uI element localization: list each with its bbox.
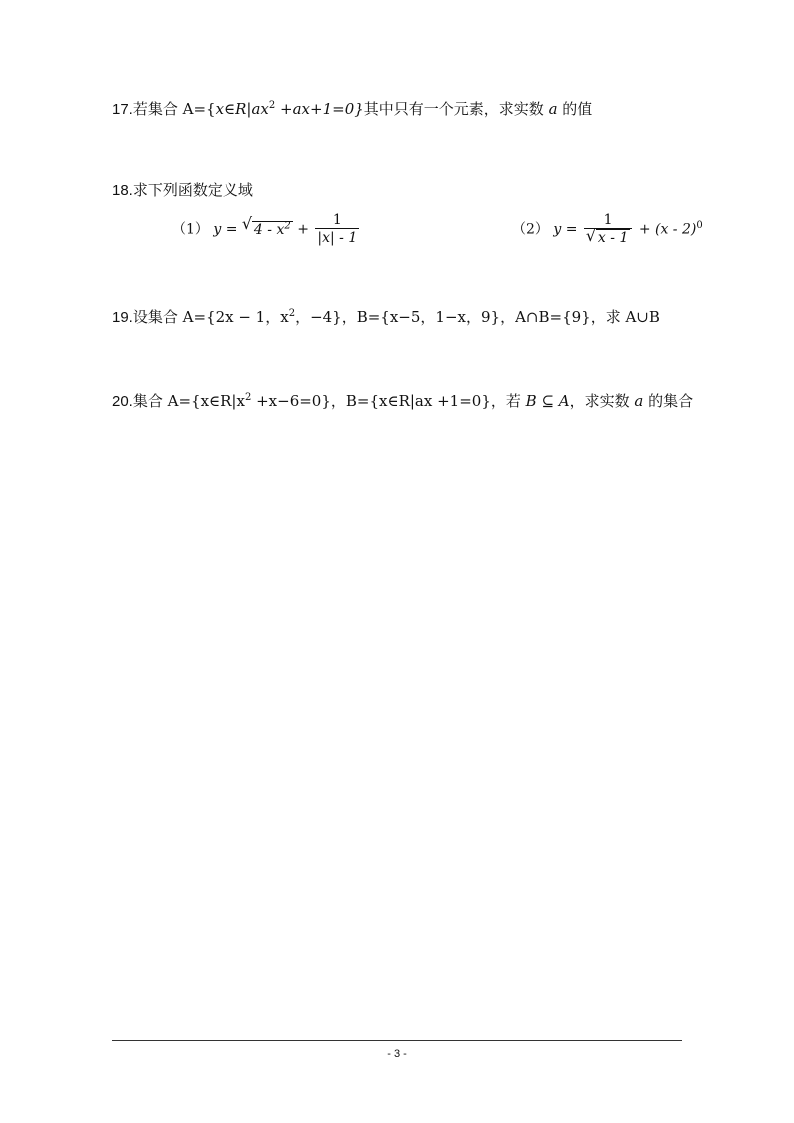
question-text: 设集合 A={2x − 1，x: [132, 308, 289, 326]
question-text: 其中只有一个元素，求实数: [363, 100, 549, 118]
question-19: [112, 304, 660, 328]
math-expression: (x - 2): [655, 221, 697, 238]
square-root: √ $4 - x^2$: [241, 213, 291, 238]
math-expression: x∈R|ax: [215, 100, 269, 118]
plus-sign: +: [638, 221, 651, 238]
fraction: $\frac{1}{|x| - 1}$: [317, 212, 358, 246]
variable: a: [548, 100, 558, 118]
question-17: [112, 96, 592, 120]
question-text: ，求实数: [569, 392, 635, 410]
question-18-part-1: [172, 212, 361, 247]
exponent: 2: [268, 100, 276, 111]
math-expression: +ax+1=0}: [275, 100, 364, 118]
exponent: 2: [288, 308, 296, 319]
question-18: [112, 180, 253, 201]
function-lhs: y =: [213, 221, 238, 238]
question-text: +x−6=0}，B={x∈R|ax +1=0}，若: [251, 392, 526, 410]
question-18-part-2: [512, 212, 703, 247]
footer-divider: [112, 1040, 682, 1041]
part-label: （2）: [512, 221, 549, 238]
part-label: （1）: [172, 221, 209, 238]
question-number: 19.: [112, 309, 133, 326]
math-expression: B ⊆ A: [525, 392, 570, 410]
question-text: 的集合: [643, 392, 694, 410]
question-number: 20.: [112, 393, 133, 410]
question-text: 求下列函数定义域: [132, 181, 253, 199]
exponent: 2: [244, 392, 252, 403]
plus-sign: +: [297, 221, 309, 238]
question-text: 的值: [557, 100, 593, 118]
question-text: 集合 A={x∈R|x: [132, 392, 245, 410]
question-text: 若集合 A={: [132, 100, 216, 118]
function-lhs: y =: [553, 221, 578, 238]
exponent: 0: [696, 219, 703, 231]
question-number: 17.: [112, 101, 133, 118]
page-number: - 3 -: [387, 1048, 407, 1060]
variable: a: [634, 392, 644, 410]
fraction: 1 √ x - 1: [584, 212, 632, 247]
question-20: [112, 388, 693, 412]
question-number: 18.: [112, 182, 133, 199]
question-text: ，−4}，B={x−5，1−x，9}，A∩B={9}，求 A∪B: [295, 308, 660, 326]
